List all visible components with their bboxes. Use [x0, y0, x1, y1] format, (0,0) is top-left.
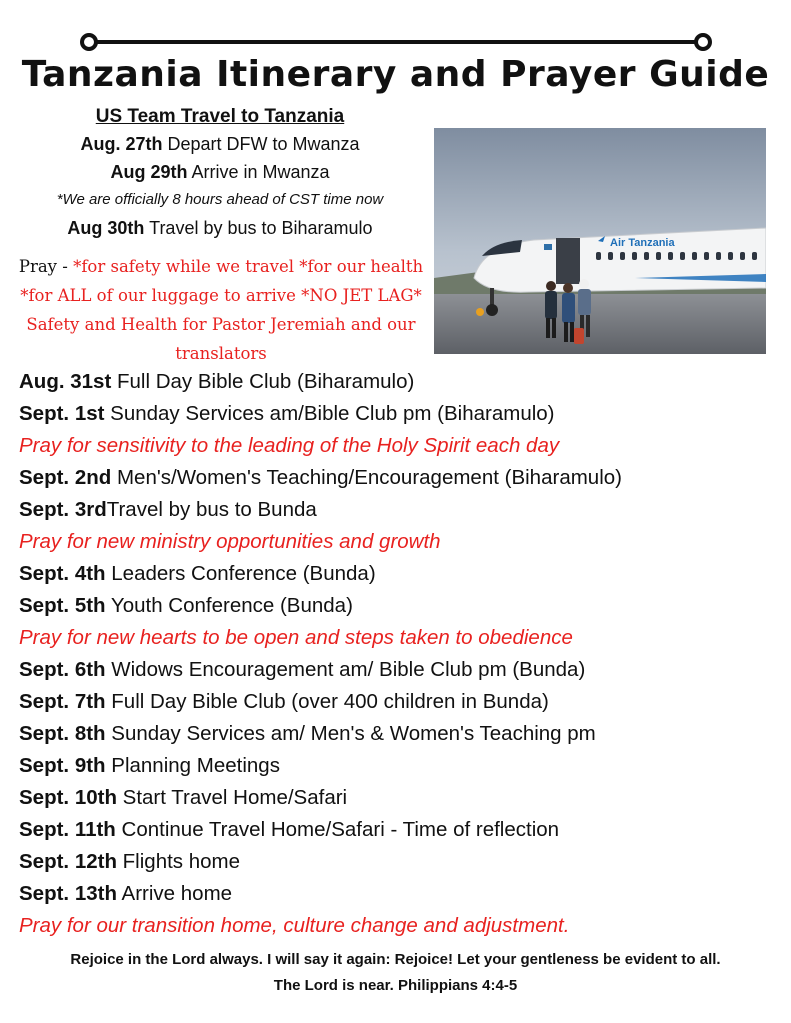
itinerary-text: Flights home [116, 850, 241, 873]
itinerary-row [19, 366, 779, 398]
itinerary-date: Sept. 7th [19, 690, 106, 713]
itinerary-row [19, 686, 779, 718]
itinerary-list [19, 366, 779, 942]
itinerary-text: Continue Travel Home/Safari - Time of reflection [115, 818, 560, 841]
itinerary-row [19, 590, 779, 622]
itinerary-row [19, 750, 779, 782]
itinerary-text: Men's/Women's Teaching/Encouragement (Biharamulo) [111, 466, 622, 489]
itinerary-text: Leaders Conference (Bunda) [105, 562, 376, 585]
itinerary-date: Sept. 11th [19, 818, 116, 841]
itinerary-row [19, 558, 779, 590]
prayer-request: Pray for our transition home, culture change and adjustment. [19, 914, 570, 937]
air-tanzania-plane-photo [434, 128, 766, 354]
travel-date: Aug 29th [110, 162, 188, 182]
scripture-line-1: Rejoice in the Lord always. I will say it again: Rejoice! Let your gentleness be evident to all. [70, 951, 721, 968]
pray-label: Pray - [18, 257, 74, 276]
itinerary-row [19, 494, 779, 526]
itinerary-row [19, 814, 779, 846]
nose-gear [490, 288, 494, 306]
itinerary-text: Arrive home [116, 882, 233, 905]
itinerary-date: Aug. 31st [19, 370, 112, 393]
cone [476, 308, 484, 316]
travel-line-bus [10, 214, 430, 242]
itinerary-date: Sept. 12th [19, 850, 117, 873]
itinerary-row [19, 462, 779, 494]
itinerary-row [19, 718, 779, 750]
itinerary-text: Start Travel Home/Safari [116, 786, 348, 809]
itinerary-date: Sept. 4th [19, 562, 106, 585]
itinerary-date: Sept. 13th [19, 882, 117, 905]
travel-prayer-requests [14, 252, 428, 368]
itinerary-text: Full Day Bible Club (Biharamulo) [111, 370, 415, 393]
scripture-line-2: The Lord is near. Philippians 4:4-5 [273, 977, 518, 994]
us-team-travel-section [10, 104, 430, 242]
plane-photo-illustration [434, 128, 766, 354]
itinerary-date: Sept. 10th [19, 786, 117, 809]
time-zone-note: *We are officially 8 hours ahead of CST time now [56, 191, 384, 208]
itinerary-text: Sunday Services am/Bible Club pm (Biharamulo) [104, 402, 555, 425]
itinerary-row [19, 846, 779, 878]
page-title: Tanzania Itinerary and Prayer Guide [21, 54, 770, 95]
itinerary-row [19, 654, 779, 686]
prayer-request: Pray for new ministry opportunities and growth [19, 530, 441, 553]
flag-icon [544, 244, 552, 250]
itinerary-date: Sept. 9th [19, 754, 106, 777]
itinerary-date: Sept. 6th [19, 658, 106, 681]
travel-text: Arrive in Mwanza [187, 162, 330, 182]
travel-line-depart [10, 130, 430, 158]
itinerary-text: Travel by bus to Bunda [106, 498, 317, 521]
itinerary-date: Sept. 1st [19, 402, 105, 425]
itinerary-text: Full Day Bible Club (over 400 children in Bunda) [105, 690, 549, 713]
prayer-request: Pray for sensitivity to the leading of the Holy Spirit each day [19, 434, 560, 457]
airline-name: Air Tanzania [610, 237, 675, 249]
travel-heading: US Team Travel to Tanzania [95, 106, 345, 127]
itinerary-date: Sept. 3rd [19, 498, 107, 521]
itinerary-row [19, 878, 779, 910]
scripture-footer [0, 947, 791, 999]
travel-line-arrive [10, 158, 430, 186]
divider-left-circle [80, 33, 98, 51]
travel-date: Aug 30th [67, 218, 145, 238]
itinerary-text: Widows Encouragement am/ Bible Club pm (Bunda) [105, 658, 586, 681]
itinerary-row [19, 398, 779, 430]
prayer-request: Pray for new hearts to be open and steps taken to obedience [19, 626, 573, 649]
tarmac [434, 293, 766, 354]
itinerary-text: Youth Conference (Bunda) [105, 594, 353, 617]
divider-right-circle [694, 33, 712, 51]
itinerary-date: Sept. 8th [19, 722, 106, 745]
pray-text: *for safety while we travel *for our health *for ALL of our luggage to arrive *NO JET LAG* Safety and Health for Pastor Jeremiah and our translators [20, 257, 424, 363]
itinerary-row [19, 782, 779, 814]
travel-date: Aug. 27th [80, 134, 163, 154]
itinerary-text: Planning Meetings [105, 754, 280, 777]
itinerary-text: Sunday Services am/ Men's & Women's Teaching pm [105, 722, 596, 745]
travel-text: Depart DFW to Mwanza [162, 134, 360, 154]
divider-line [92, 40, 700, 44]
nose-wheel [486, 304, 498, 316]
itinerary-date: Sept. 5th [19, 594, 106, 617]
top-divider-rule [80, 33, 712, 51]
itinerary-date: Sept. 2nd [19, 466, 112, 489]
plane-door [556, 238, 580, 284]
travel-text: Travel by bus to Biharamulo [144, 218, 373, 238]
